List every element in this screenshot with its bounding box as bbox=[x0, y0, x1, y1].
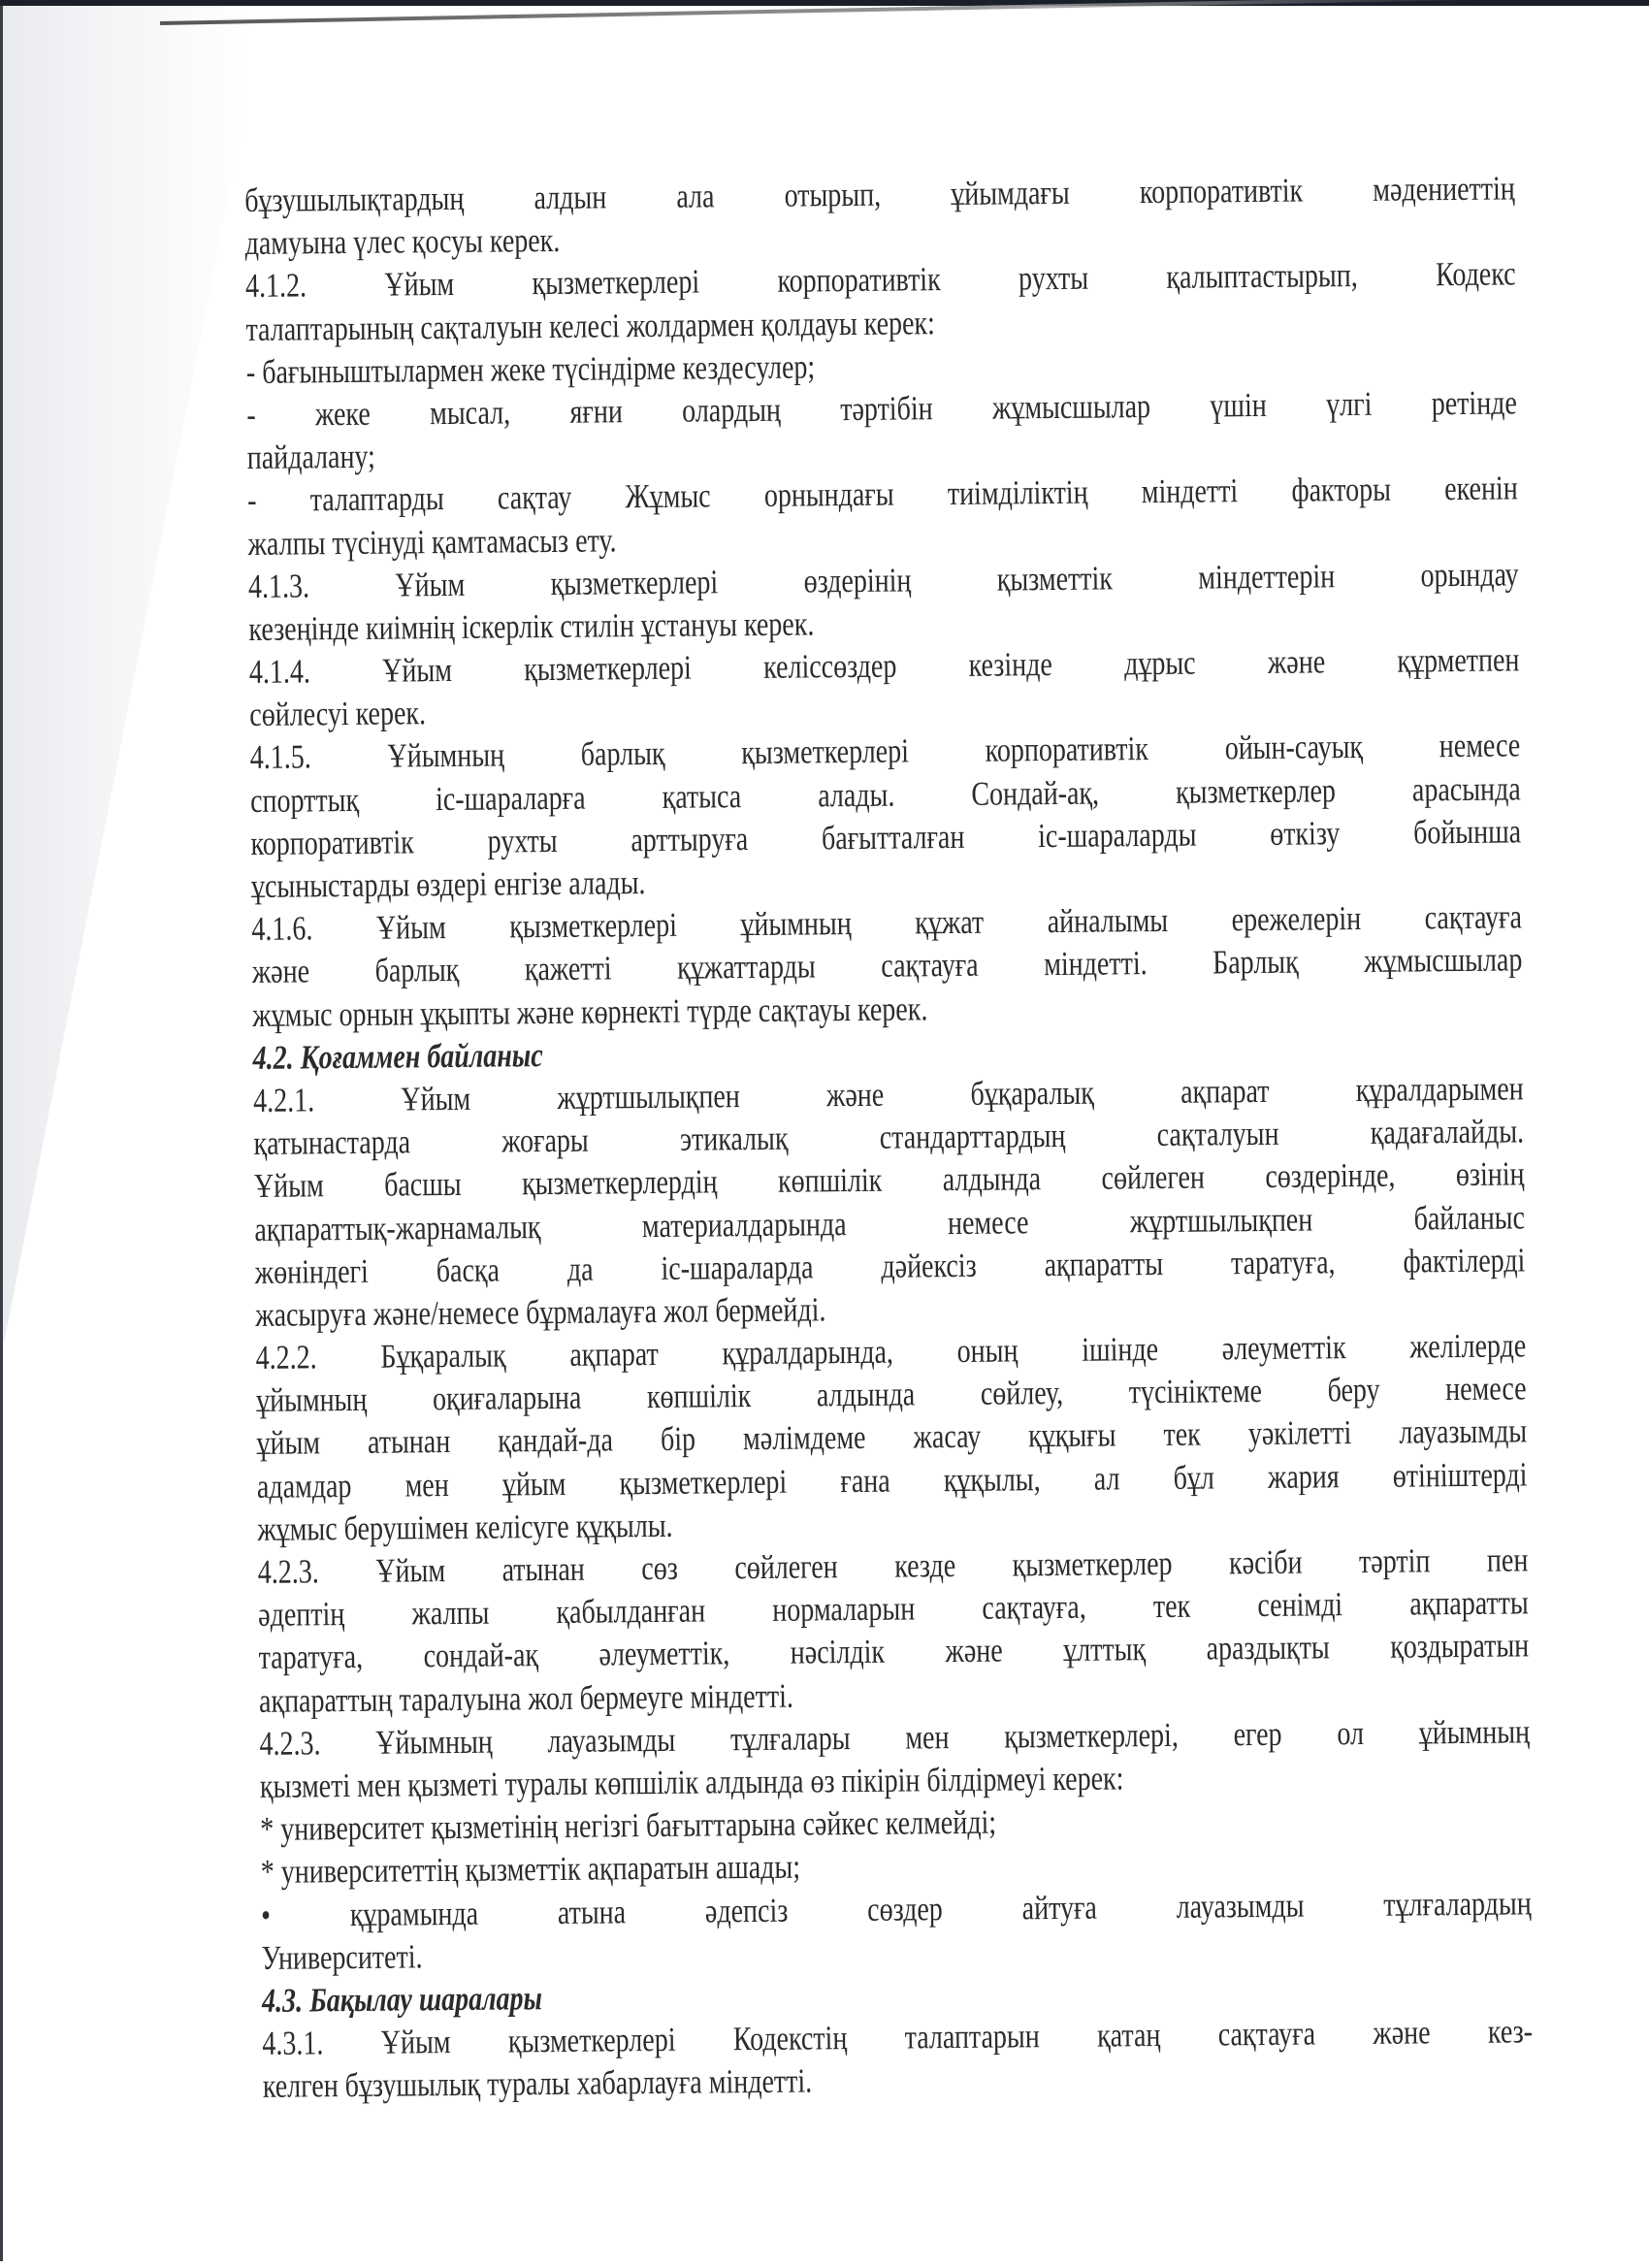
section-heading: 4.2. Қоғаммен байланыс bbox=[252, 1035, 543, 1077]
document-line: қатынастарда жоғары этикалық стандарттардың сақталуын қадағалайды. bbox=[253, 1112, 1525, 1163]
document-line: жұмыс берушімен келісуге құқылы. bbox=[257, 1506, 673, 1548]
document-line: ұйым атынан қандай-да бір мәлімдеме жасау құқығы тек уәкілетті лауазымды bbox=[256, 1411, 1528, 1463]
document-line: ұйымның оқиғаларына көпшілік алдында сөйлеу, түсініктеме беру немесе bbox=[255, 1369, 1527, 1420]
document-line: қызметі мен қызметі туралы көпшілік алдында өз пікірін білдірмеуі керек: bbox=[259, 1759, 1124, 1805]
document-line: ақпараттық-жарнамалық материалдарында немесе жұртшылықпен байланыс bbox=[254, 1197, 1526, 1248]
document-line: жалпы түсінуді қамтамасыз ету. bbox=[247, 520, 617, 563]
document-line: таратуға, сондай-ақ әлеуметтік, нәсілдік және ұлттық араздықты қоздыратын bbox=[258, 1626, 1530, 1677]
document-line: - бағыныштылармен жеке түсіндірме кездесулер; bbox=[245, 347, 816, 391]
document-line: келген бұзушылық туралы хабарлауға міндетті. bbox=[262, 2061, 813, 2106]
document-line: - жеке мысал, яғни олардың тәртібін жұмысшылар үшін үлгі ретінде bbox=[246, 383, 1518, 434]
document-line: 4.2.3. Ұйымның лауазымды тұлғалары мен қызметкерлері, егер ол ұйымның bbox=[259, 1712, 1531, 1763]
document-line: 4.2.1. Ұйым жұртшылықпен және бұқаралық ақпарат құралдарымен bbox=[252, 1069, 1524, 1119]
document-line: 4.1.6. Ұйым қызметкерлері ұйымның құжат айналымы ережелерін сақтауға bbox=[251, 897, 1523, 949]
document-line: Ұйым басшы қызметкерлердің көпшілік алдында сөйлеген сөздерінде, өзінің bbox=[253, 1154, 1525, 1206]
document-line: • құрамында атына әдепсіз сөздер айтуға лауазымды тұлғалардың bbox=[260, 1883, 1532, 1934]
page-fold-shadow bbox=[0, 6, 252, 2268]
section-heading: 4.3. Бақылау шаралары bbox=[261, 1979, 543, 2020]
document-line: бұзушылықтардың алдын ала отырып, ұйымдағы корпоративтік мәдениеттің bbox=[244, 169, 1515, 219]
document-line: және барлық қажетті құжаттарды сақтауға міндетті. Барлық жұмысшылар bbox=[251, 940, 1523, 991]
document-line: 4.3.1. Ұйым қызметкерлері Кодекстің талаптарын қатаң сақтауға және кез- bbox=[262, 2012, 1534, 2062]
document-line: 4.1.2. Ұйым қызметкерлері корпоративтік рухты қалыптастырып, Кодекс bbox=[244, 254, 1516, 306]
document-line: дамуына үлес қосуы керек. bbox=[244, 221, 561, 263]
document-line: ақпараттың таралуына жол бермеуге міндетті. bbox=[258, 1676, 794, 1720]
document-line: 4.1.5. Ұйымның барлық қызметкерлері корпоративтік ойын-сауық немесе bbox=[249, 726, 1521, 777]
document-line: ұсыныстарды өздері енгізе алады. bbox=[250, 863, 646, 905]
document-line: пайдалану; bbox=[246, 437, 376, 477]
scanner-left-edge bbox=[0, 6, 3, 2261]
document-line: * университеттің қызметтік ақпаратын ашады; bbox=[260, 1847, 801, 1892]
document-line: адамдар мен ұйым қызметкерлері ғана құқылы, ал бұл жария өтініштерді bbox=[256, 1454, 1528, 1506]
document-line: Университеті. bbox=[261, 1937, 423, 1977]
document-line: сөйлесуі керек. bbox=[249, 694, 427, 734]
document-line: спорттық іс-шараларға қатыса алады. Сондай-ақ, қызметкерлер арасында bbox=[249, 769, 1521, 820]
document-line: жасыруға және/немесе бұрмалауға жол бермейді. bbox=[255, 1290, 826, 1334]
document-line: жұмыс орнын ұқыпты және көрнекті түрде сақтауы керек. bbox=[252, 988, 928, 1034]
document-line: 4.2.3. Ұйым атынан сөз сөйлеген кезде қызметкерлер кәсіби тәртіп пен bbox=[257, 1540, 1529, 1591]
document-body bbox=[244, 167, 1534, 2108]
document-line: талаптарының сақталуын келесі жолдармен қолдауы керек: bbox=[245, 303, 936, 348]
document-line: 4.2.2. Бұқаралық ақпарат құралдарында, оның ішінде әлеуметтік желілерде bbox=[255, 1326, 1527, 1377]
document-line: корпоративтік рухты арттыруға бағытталған іс-шараларды өткізу бойынша bbox=[250, 812, 1522, 862]
document-line: кезеңінде киімнің іскерлік стилін ұстануы керек. bbox=[248, 604, 815, 648]
document-line: 4.1.3. Ұйым қызметкерлері өздерінің қызметтік міндеттерін орындау bbox=[247, 555, 1519, 605]
document-line: әдептің жалпы қабылданған нормаларын сақтауға, тек сенімді ақпаратты bbox=[258, 1583, 1529, 1635]
document-line: жөніндегі басқа да іс-шараларда дәйексіз ақпаратты таратуға, фактілерді bbox=[254, 1241, 1526, 1291]
document-line: * университет қызметінің негізгі бағыттарына сәйкес келмейді; bbox=[260, 1802, 997, 1849]
document-line: 4.1.4. Ұйым қызметкерлері келіссөздер кезінде дұрыс және құрметпен bbox=[248, 640, 1520, 692]
document-line: - талаптарды сақтау Жұмыс орнындағы тиімділіктің міндетті факторы екенін bbox=[246, 469, 1518, 520]
